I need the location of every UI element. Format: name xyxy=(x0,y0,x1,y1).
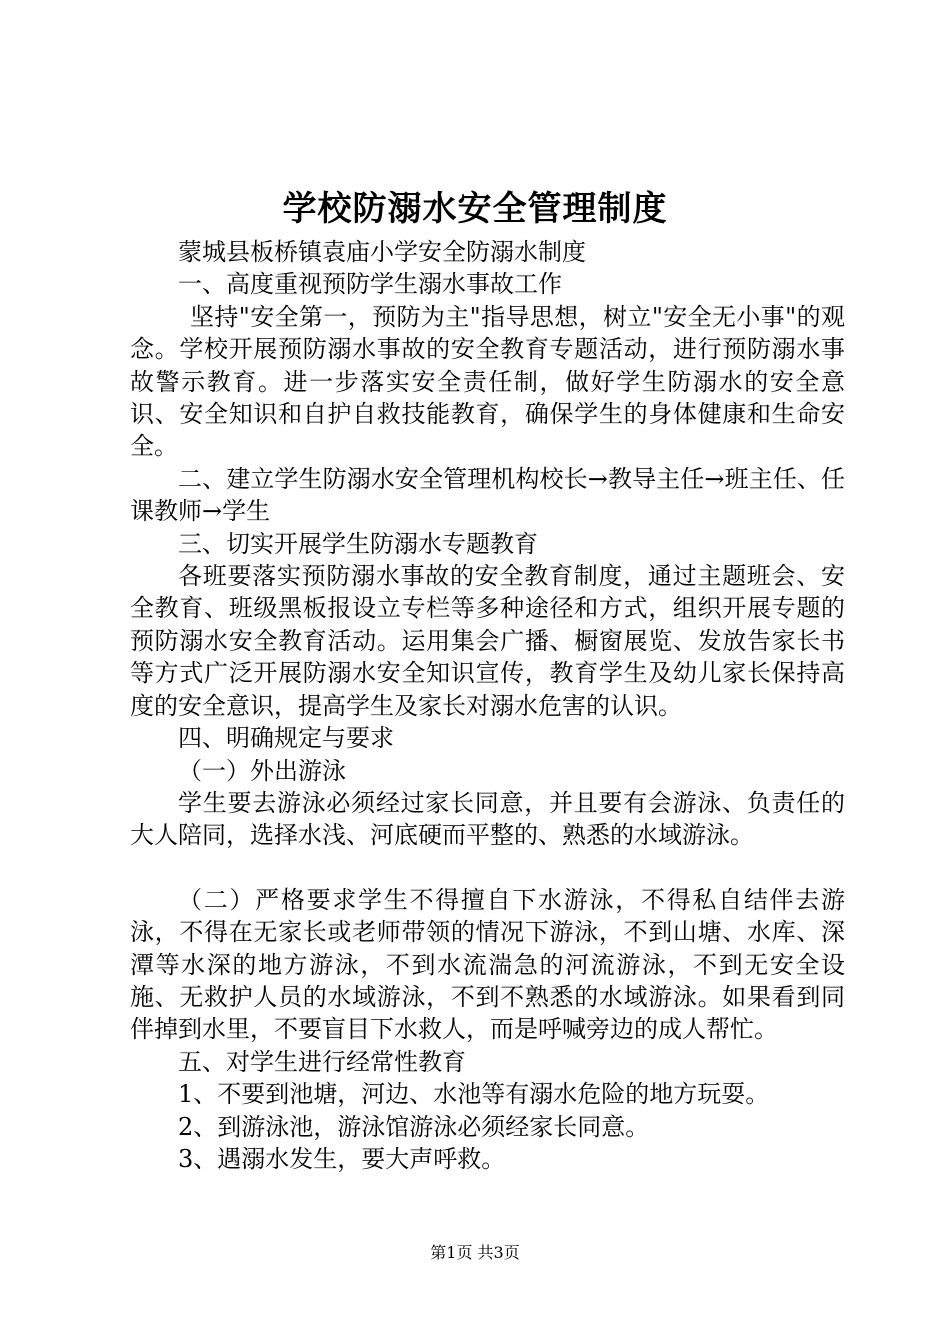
section-heading-4: 四、明确规定与要求 xyxy=(178,724,394,753)
paragraph-strict-rules: （二）严格要求学生不得擅自下水游泳，不得私自结伴去游泳，不得在无家长或老师带领的情况下游泳，不到山塘、水库、深潭等水深的地方游泳，不到水流湍急的河流游泳，不到无安全设施、无救护人员的水域游泳，不到不熟悉的水域游泳。如果看到同伴掉到水里，不要盲目下水救人，而是呼喊旁边的成人帮忙。 xyxy=(130,885,845,1044)
list-item-3: 3、遇溺水发生，要大声呼救。 xyxy=(178,1144,506,1173)
list-item-1: 1、不要到池塘，河边、水池等有溺水危险的地方玩耍。 xyxy=(178,1080,770,1109)
subsection-heading-1: （一）外出游泳 xyxy=(178,756,346,785)
section-heading-5: 五、对学生进行经常性教育 xyxy=(178,1047,466,1076)
section-heading-1: 一、高度重视预防学生溺水事故工作 xyxy=(178,270,562,299)
paragraph-education: 各班要落实预防溺水事故的安全教育制度，通过主题班会、安全教育、班级黑板报设立专栏等多种途径和方式，组织开展专题的预防溺水安全教育活动。运用集会广播、橱窗展览、发放告家长书等方式广泛开展防溺水安全知识宣传，教育学生及幼儿家长保持高度的安全意识，提高学生及家长对溺水危害的认识。 xyxy=(130,562,845,720)
page-footer: 第1页 共3页 xyxy=(430,1243,520,1262)
section-heading-3: 三、切实开展学生防溺水专题教育 xyxy=(178,529,538,558)
list-item-2: 2、到游泳池，游泳馆游泳必须经家长同意。 xyxy=(178,1112,650,1141)
paragraph-swimming-consent: 学生要去游泳必须经过家长同意，并且要有会游泳、负责任的大人陪同，选择水浅、河底硬而平整的、熟悉的水域游泳。 xyxy=(130,788,845,850)
paragraph-gap xyxy=(130,852,845,884)
school-subtitle: 蒙城县板桥镇袁庙小学安全防溺水制度 xyxy=(178,238,586,266)
paragraph-safety-first: 坚持"安全第一，预防为主"指导思想，树立"安全无小事"的观念。学校开展预防溺水事故的安全教育专题活动，进行预防溺水事故警示教育。进一步落实安全责任制，做好学生防溺水的安全意识、安全知识和自护自救技能教育，确保学生的身体健康和生命安全。 xyxy=(130,302,845,461)
document-title: 学校防溺水安全管理制度 xyxy=(282,189,668,229)
section-heading-2: 二、建立学生防溺水安全管理机构校长→教导主任→班主任、任课教师→学生 xyxy=(130,464,845,526)
document-body xyxy=(130,236,845,1175)
